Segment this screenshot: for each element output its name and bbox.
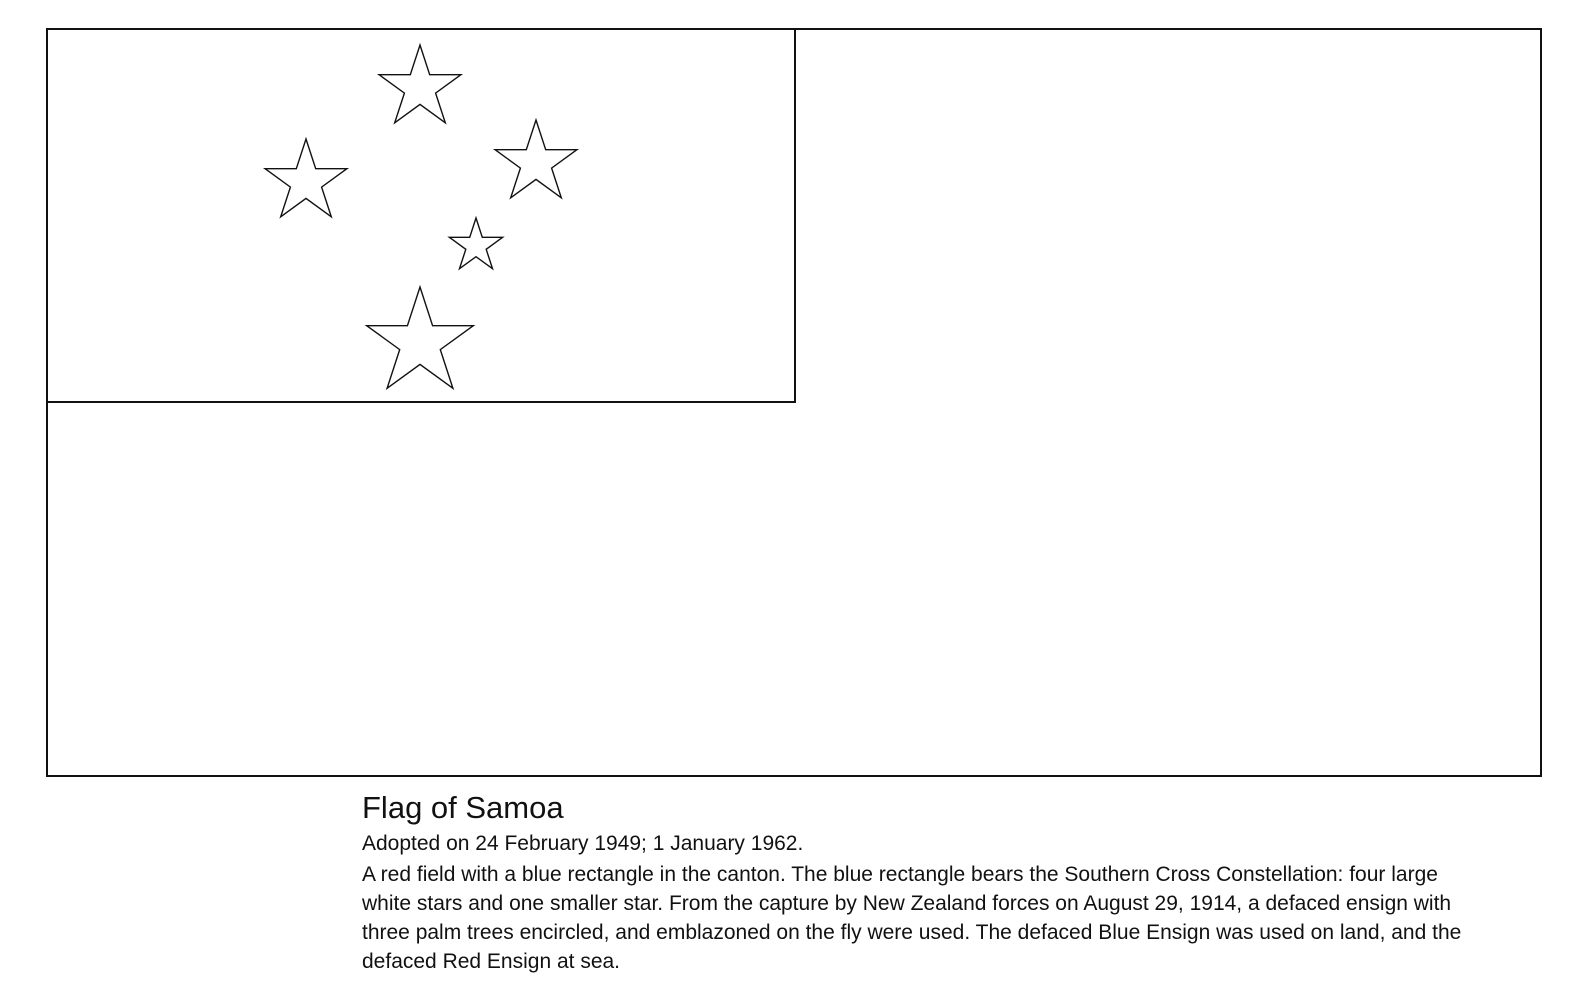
star-left-icon — [265, 139, 347, 217]
southern-cross-stars — [265, 45, 577, 388]
star-top-icon — [379, 45, 461, 123]
caption-description: A red field with a blue rectangle in the canton. The blue rectangle bears the Southern Cross Constellation: four large white stars and one smaller star. From the capture by New Zealand forces on August 29, 1914, a defaced ensign with three palm trees encircled, and emblazoned on the fly were used. The defaced Blue Ensign was used on land, and the defaced Red Ensign at sea. — [362, 863, 1462, 973]
star-small-icon — [449, 218, 502, 269]
caption-adopted-date: Adopted on 24 February 1949; 1 January 1962. — [362, 832, 804, 855]
star-bottom-icon — [367, 287, 474, 388]
caption-title: Flag of Samoa — [362, 790, 564, 825]
flag-caption — [362, 788, 1482, 976]
star-right-icon — [495, 120, 577, 198]
